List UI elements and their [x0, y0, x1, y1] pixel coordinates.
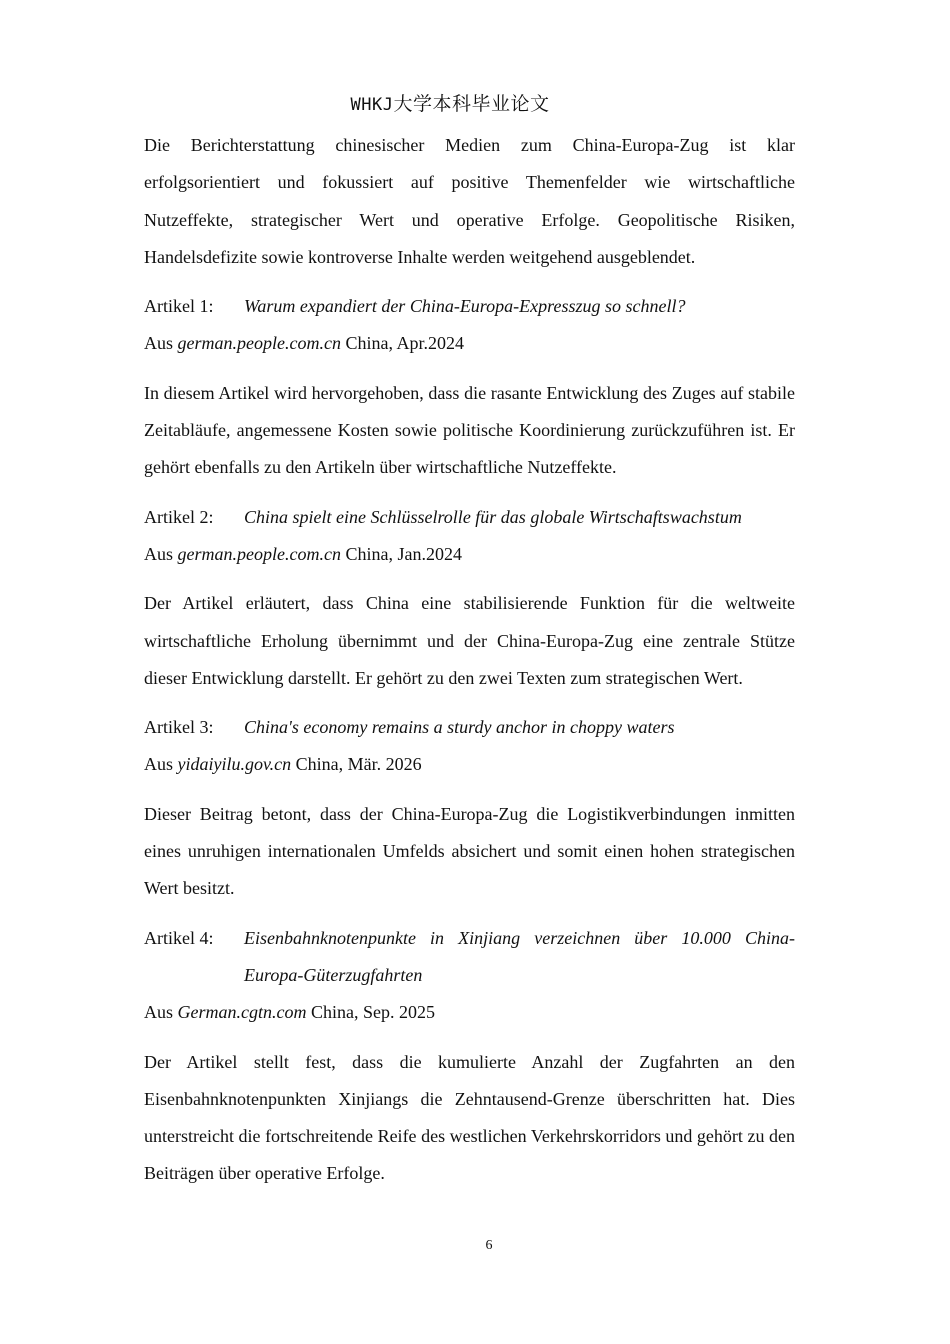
article-source-site: german.people.com.cn [177, 543, 341, 564]
article-source-site: german.people.com.cn [177, 333, 341, 354]
article-source-date: China, Mär. 2026 [295, 754, 422, 775]
page-header [0, 92, 900, 118]
header-thesis-title: 大学本科毕业论文 [393, 94, 550, 115]
article-entry [144, 920, 795, 1193]
article-source-site: yidaiyilu.gov.cn [177, 754, 292, 775]
article-summary: Der Artikel erläutert, dass China eine stabilisierende Funktion für die weltweite wirtschaftliche Erholung übernimmt und der China-Europa-Zug eine zentrale Stütze dieser Entwicklung darstellt. Er gehört zu den zwei Texten zum strategischen Wert. [144, 593, 795, 688]
article-source-date: China, Jan.2024 [345, 543, 462, 564]
page-number: 6 [485, 1238, 493, 1253]
header-university-code: WHKJ [350, 95, 394, 115]
article-heading [144, 920, 795, 995]
article-title: Warum expandiert der China-Europa-Expresszug so schnell? [244, 296, 686, 317]
article-label: Artikel 3: [144, 717, 214, 738]
article-entry [144, 709, 795, 919]
article-label: Artikel 2: [144, 506, 214, 527]
article-summary: Der Artikel stellt fest, dass die kumulierte Anzahl der Zugfahrten an den Eisenbahnknotenpunkten Xinjiangs die Zehntausend-Grenze überschritten hat. Dies unterstreicht die fortschreitende Reife des westlichen Verkehrskorridors und gehört zu den Beiträgen über operative Erfolge. [144, 1051, 795, 1184]
article-title: China spielt eine Schlüsselrolle für das globale Wirtschaftswachstum [244, 506, 742, 527]
article-source: Aus German.cgtn.com China, Sep. 2025 [144, 1002, 435, 1023]
article-label: Artikel 4: [144, 927, 214, 948]
article-summary: Dieser Beitrag betont, dass der China-Europa-Zug die Logistikverbindungen inmitten eines unruhigen internationalen Umfelds absichert und somit einen hohen strategischen Wert besitzt. [144, 803, 795, 899]
article-source: Aus yidaiyilu.gov.cn China, Mär. 2026 [144, 754, 422, 775]
article-heading [144, 288, 795, 325]
article-source: Aus german.people.com.cn China, Apr.2024 [144, 333, 464, 354]
article-source-date: China, Sep. 2025 [311, 1002, 435, 1023]
article-source-site: German.cgtn.com [177, 1002, 307, 1023]
article-title: Eisenbahnknotenpunkte in Xinjiang verzeichnen über 10.000 China-Europa-Güterzugfahrten [244, 927, 795, 985]
article-heading [144, 709, 795, 746]
page-body [144, 127, 795, 1193]
article-label: Artikel 1: [144, 296, 214, 317]
article-entry [144, 288, 795, 498]
article-source: Aus german.people.com.cn China, Jan.2024 [144, 543, 462, 564]
article-entry [144, 499, 795, 709]
article-heading [144, 499, 795, 536]
intro-paragraph: Die Berichterstattung chinesischer Medien zum China-Europa-Zug ist klar erfolgsorientiert und fokussiert auf positive Themenfelder wie wirtschaftliche Nutzeffekte, strategischer Wert und operative Erfolge. Geopolitische Risiken, Handelsdefizite sowie kontroverse Inhalte werden weitgehend ausgeblendet. [144, 135, 795, 267]
article-summary: In diesem Artikel wird hervorgehoben, dass die rasante Entwicklung des Zuges auf stabile Zeitabläufe, angemessene Kosten sowie politische Koordinierung zurückzuführen ist. Er gehört ebenfalls zu den Artikeln über wirtschaftliche Nutzeffekte. [144, 382, 795, 478]
article-title: China's economy remains a sturdy anchor in choppy waters [244, 717, 675, 738]
article-source-date: China, Apr.2024 [345, 333, 464, 354]
